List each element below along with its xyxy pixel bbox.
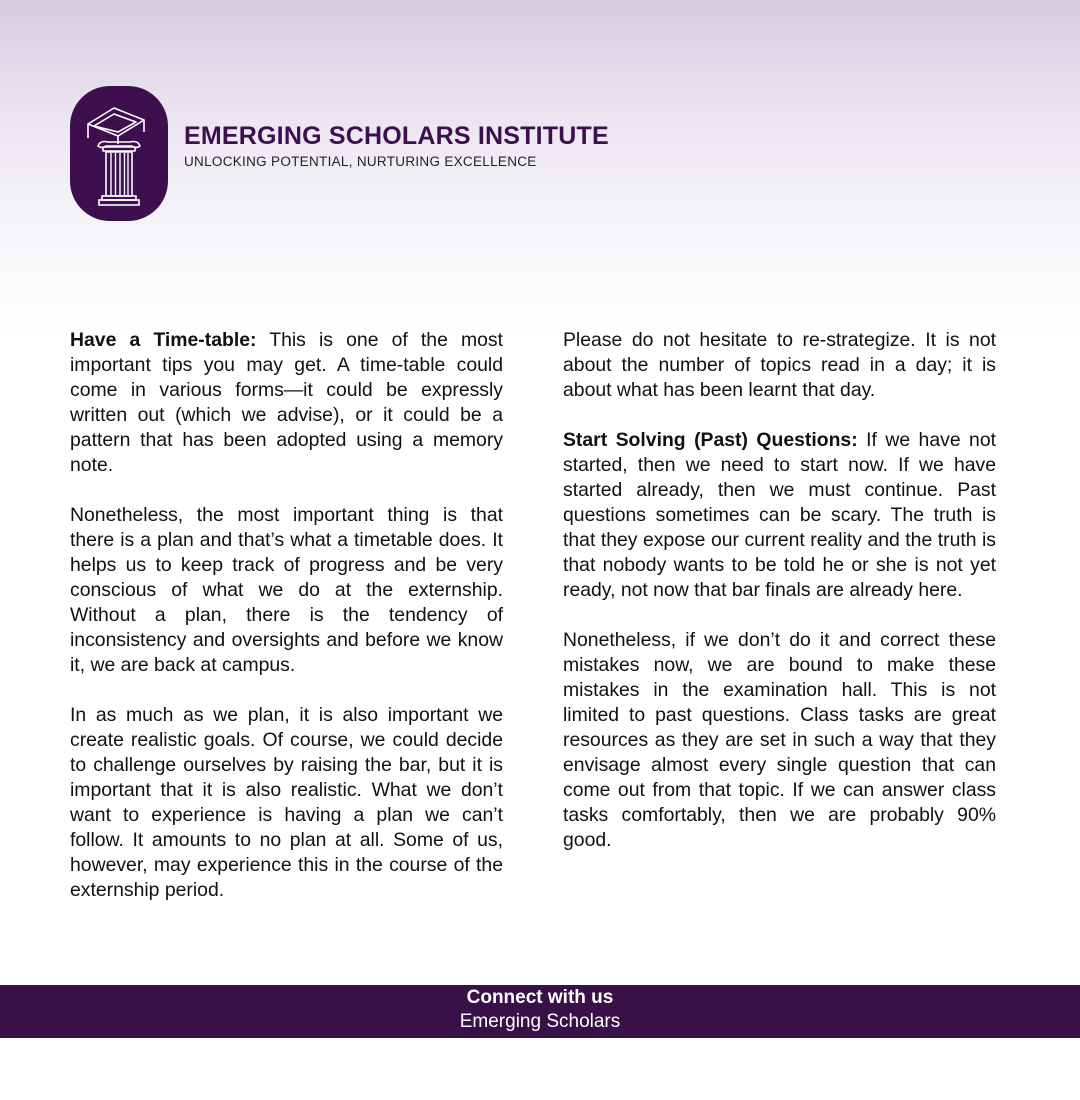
brand-title: EMERGING SCHOLARS INSTITUTE: [184, 122, 609, 150]
footer-title: Connect with us: [466, 987, 614, 1008]
right-column: [563, 328, 996, 878]
paragraph-heading: Have a Time-table:: [70, 329, 257, 351]
paragraph: [70, 503, 503, 678]
paragraph-text: Nonetheless, the most important thing is that there is a plan and that’s what a timetable does. It helps us to keep track of progress and be very conscious of what we do at the externship. Without a plan, there is the tendency of inconsistency and oversights and before we know it, we are back at campus.: [70, 504, 503, 676]
paragraph-text: Nonetheless, if we don’t do it and correct these mistakes now, we are bound to make these mistakes in the examination hall. This is not limited to past questions. Class tasks are great resources as they are set in such a way that they envisage almost every single question that can come out from that topic. If we can answer class tasks comfortably, then we are probably 90% good.: [563, 629, 996, 851]
paragraph: [70, 328, 503, 478]
paragraph: [563, 428, 996, 603]
left-column: [70, 328, 503, 928]
paragraph-text: In as much as we plan, it is also important we create realistic goals. Of course, we could decide to challenge ourselves by raising the bar, but it is important that it is also realistic. What we don’t want to experience is having a plan we can’t follow. It amounts to no plan at all. Some of us, however, may experience this in the course of the externship period.: [70, 704, 503, 901]
paragraph-text: This is one of the most important tips you may get. A time-table could come in various forms—it could be expressly written out (which we advise), or it could be a pattern that has been adopted using a memory note.: [70, 329, 503, 476]
graduation-cap-column-icon: [70, 86, 168, 221]
paragraph-text: If we have not started, then we need to start now. If we have started already, then we must continue. Past questions sometimes can be scary. The truth is that they expose our current reality and the truth is that nobody wants to be told he or she is not yet ready, not now that bar finals are already here.: [563, 429, 996, 601]
paragraph-text: Please do not hesitate to re-strategize. It is not about the number of topics read in a day; it is about what has been learnt that day.: [563, 329, 996, 401]
brand-tagline: UNLOCKING POTENTIAL, NURTURING EXCELLENCE: [184, 154, 537, 169]
footer-subtitle[interactable]: Emerging Scholars: [459, 1011, 621, 1032]
paragraph: [563, 328, 996, 403]
paragraph: [70, 703, 503, 903]
paragraph: [563, 628, 996, 853]
paragraph-heading: Start Solving (Past) Questions:: [563, 429, 858, 451]
footer-banner[interactable]: [0, 985, 1080, 1038]
logo: [70, 86, 168, 221]
